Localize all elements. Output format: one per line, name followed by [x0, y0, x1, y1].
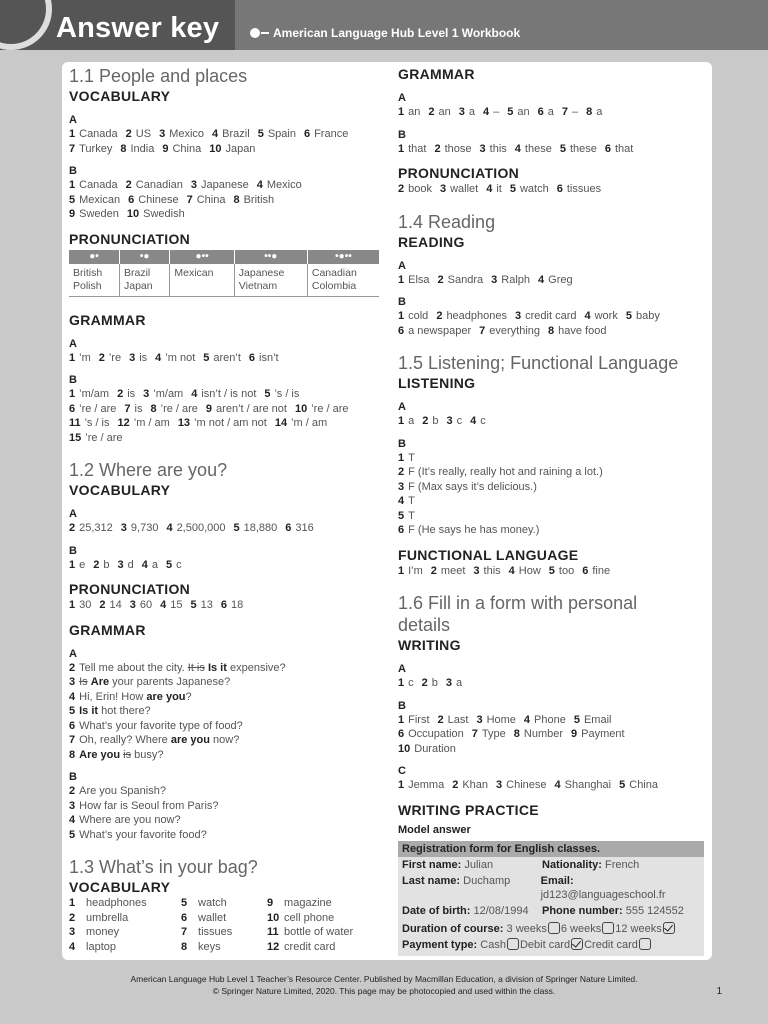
- section-title: 1.2 Where are you?: [69, 460, 228, 480]
- answer-item: 5 13: [190, 599, 213, 611]
- answer-lines: [69, 127, 379, 156]
- answer-item: 3 a: [445, 677, 463, 689]
- answer-item: 5 China: [619, 779, 658, 791]
- answer-line: [69, 416, 379, 431]
- answer-line: 6 What’s your favorite type of food?: [69, 719, 243, 732]
- stress-pattern-icon: ●••: [170, 250, 234, 264]
- answer-line: 2 Are you Spanish?: [69, 785, 166, 797]
- exercise-letter: B: [69, 374, 77, 386]
- answer-lines: [69, 598, 379, 613]
- answer-line: [398, 778, 708, 793]
- answer-line: [398, 465, 708, 480]
- answer-item: 1 that: [398, 142, 427, 155]
- answer-item: 3 this: [473, 564, 501, 577]
- answer-item: 3 wallet: [439, 183, 479, 195]
- answer-item: 6 a newspaper: [398, 324, 472, 337]
- answer-item: 4 Mexico: [256, 179, 302, 191]
- answer-item: 4 T: [398, 495, 415, 507]
- answer-item: 7 Type: [471, 728, 506, 740]
- answer-item: 3 c: [446, 415, 463, 427]
- answer-line: [69, 127, 379, 142]
- answer-item: 5 T: [398, 509, 415, 522]
- answer-item: 13 ’m not / am not: [177, 417, 267, 429]
- answer-item: 3 9,730: [120, 522, 159, 534]
- answer-item: 5 an: [507, 106, 530, 118]
- answer-item: 1 Canada: [69, 128, 118, 140]
- section-title: 1.4 Reading: [398, 211, 496, 232]
- answer-item: 8 Number: [513, 728, 564, 740]
- answer-item: 12 ’m / am: [117, 417, 170, 429]
- answer-line: [69, 387, 379, 402]
- answer-lines: [398, 564, 708, 579]
- answer-lines: [398, 451, 708, 538]
- answer-line: [398, 480, 708, 495]
- answer-item: 9 Sweden: [69, 208, 119, 220]
- exercise-letter: B: [398, 699, 406, 712]
- answer-item: 11 ’s / is: [69, 417, 110, 429]
- answer-item: 9 Payment: [571, 728, 625, 740]
- section-title: 1.1 People and places: [69, 66, 248, 86]
- answer-item: 4 these: [514, 142, 552, 155]
- answer-line: 7 Oh, really? Where are you now?: [69, 734, 240, 746]
- answer-lines: [398, 182, 708, 197]
- answer-item: 1 Canada: [69, 179, 118, 191]
- answer-line: [398, 309, 708, 324]
- answer-item: 2 Khan: [452, 779, 489, 791]
- vocab-item: 8 keys: [181, 940, 221, 953]
- answer-line: [398, 727, 708, 742]
- header-arc-decoration: [0, 0, 52, 50]
- answer-item: 9 aren’t / are not: [205, 402, 287, 415]
- answer-item: 10 Duration: [398, 742, 456, 755]
- answer-lines: [398, 105, 708, 120]
- answer-lines: [69, 521, 379, 536]
- answer-item: 1 ’m/am: [69, 388, 110, 400]
- answer-lines: [69, 387, 379, 445]
- answer-lines: [398, 414, 708, 429]
- exercise-letter: A: [398, 92, 406, 104]
- section-title: 1.5 Listening; Functional Language: [398, 353, 679, 373]
- left-column: [69, 65, 379, 954]
- answer-item: 1 I’m: [398, 564, 423, 577]
- vocab-item: 12 credit card: [267, 940, 336, 953]
- answer-item: 2 25,312: [69, 522, 113, 534]
- answer-item: 6 F (He says he has money.): [398, 524, 540, 536]
- form-title: Registration form for English classes.: [398, 841, 704, 857]
- answer-item: 1 an: [398, 106, 421, 118]
- answer-item: 2 b: [422, 415, 439, 427]
- answer-item: 6 tissues: [556, 183, 602, 195]
- subsection-title: PRONUNCIATION: [69, 230, 191, 247]
- answer-item: 2 b: [421, 677, 438, 689]
- subsection-title: READING: [398, 233, 465, 250]
- vocab-item: 11 bottle of water: [267, 926, 354, 938]
- answer-item: 3 credit card: [515, 310, 577, 322]
- answer-item: 4 Phone: [523, 713, 566, 726]
- answer-item: 2 ’re: [98, 351, 122, 364]
- answer-item: 3 ’m/am: [143, 388, 184, 400]
- vocab-item: 7 tissues: [181, 926, 233, 938]
- answer-item: 5 ’s / is: [264, 388, 300, 400]
- vocab-item: 3 money: [69, 926, 120, 938]
- form-row: Date of birth: 12/08/1994 Phone number: 555 124552: [402, 904, 684, 917]
- checkbox-icon: [602, 922, 614, 934]
- answer-item: 8 India: [120, 142, 155, 155]
- answer-line: [69, 351, 379, 366]
- table-cell: Canadian Colombia: [307, 264, 379, 297]
- answer-item: 2 those: [434, 142, 472, 155]
- answer-line: [398, 523, 708, 538]
- answer-item: 7 –: [561, 106, 579, 118]
- answer-lines: [398, 309, 708, 338]
- exercise-letter: B: [69, 165, 77, 177]
- answer-lines: [69, 351, 379, 366]
- answer-item: 5 too: [548, 564, 575, 577]
- model-answer-label: Model answer: [398, 823, 471, 836]
- exercise-letter: A: [69, 508, 77, 520]
- answer-item: 4 work: [584, 310, 618, 322]
- answer-item: 2 book: [398, 183, 432, 195]
- answer-item: 2 is: [117, 388, 136, 400]
- subsection-title: VOCABULARY: [69, 879, 171, 895]
- exercise-letter: A: [398, 401, 406, 413]
- answer-line: [398, 742, 708, 757]
- subsection-title: FUNCTIONAL LANGUAGE: [398, 546, 579, 563]
- registration-form: [398, 841, 704, 956]
- answer-line: 2 Tell me about the city. It is Is it expensive?: [69, 661, 286, 674]
- answer-item: 2 F (It’s really, really hot and raining a lot.): [398, 466, 603, 478]
- answer-line: [69, 142, 379, 157]
- exercise-letter: A: [398, 663, 406, 675]
- answer-item: 14 ’m / am: [274, 417, 328, 429]
- footer-line: American Language Hub Level 1 Teacher’s Resource Center. Published by Macmillan Education, a division of Springer Nature Limited.: [130, 974, 638, 984]
- answer-line: [69, 402, 379, 417]
- answer-item: 1 T: [398, 451, 415, 464]
- answer-item: 8 British: [233, 193, 275, 206]
- answer-item: 6 France: [303, 128, 349, 140]
- answer-lines: [398, 713, 708, 757]
- answer-item: 1 Jemma: [398, 779, 445, 791]
- answer-sheet: [62, 62, 712, 960]
- answer-line: [398, 451, 708, 466]
- stress-pattern-icon: ●•: [69, 250, 119, 264]
- answer-item: 6 Occupation: [398, 728, 464, 740]
- answer-item: 4 Shanghai: [554, 779, 612, 791]
- answer-item: 7 China: [186, 193, 226, 206]
- answer-lines: [69, 558, 379, 573]
- answer-line: [398, 414, 708, 429]
- answer-line: [398, 676, 708, 691]
- form-row: Last name: Duchamp Email: jd123@languageschool.fr: [402, 874, 666, 901]
- answer-item: 7 everything: [479, 324, 541, 337]
- answer-item: 4 a: [141, 558, 158, 571]
- answer-line: [69, 558, 379, 573]
- answer-item: 15 ’re / are: [69, 431, 123, 444]
- answer-item: 4 Brazil: [212, 128, 250, 140]
- checked-checkbox-icon: [571, 938, 583, 950]
- answer-item: 2 an: [428, 106, 451, 118]
- answer-item: 6 316: [285, 522, 314, 534]
- form-row: Duration of course: 3 weeks 6 weeks 12 weeks: [398, 919, 704, 937]
- answer-line: [398, 273, 708, 288]
- stress-pattern-icon: •●••: [307, 250, 379, 264]
- answer-item: 4 2,500,000: [166, 522, 226, 534]
- right-column: [398, 65, 708, 956]
- answer-line: 3 Is Are your parents Japanese?: [69, 676, 231, 688]
- answer-item: 6 isn’t: [248, 351, 279, 364]
- answer-item: 6 18: [220, 599, 244, 611]
- answer-item: 3 Chinese: [496, 779, 547, 791]
- section-title: 1.6 Fill in a form with personal: [398, 593, 638, 613]
- answer-item: 5 baby: [625, 310, 660, 322]
- answer-item: 4 Greg: [538, 273, 573, 286]
- answer-line: [69, 521, 379, 536]
- answer-item: 3 Home: [476, 713, 516, 726]
- answer-item: 7 Turkey: [69, 142, 113, 155]
- subsection-title: VOCABULARY: [69, 482, 171, 498]
- answer-item: 3 F (Max says it’s delicious.): [398, 480, 537, 493]
- answer-item: 2 Last: [437, 713, 469, 726]
- checkbox-icon: [548, 922, 560, 934]
- answer-line: 3 How far is Seoul from Paris?: [69, 799, 219, 812]
- answer-line: [398, 713, 708, 728]
- answer-line: 4 Hi, Erin! How are you?: [69, 690, 192, 703]
- answer-item: 8 have food: [548, 324, 607, 337]
- dot-icon: [250, 28, 260, 38]
- exercise-letter: A: [398, 259, 406, 272]
- stress-pattern-icon: ••●: [234, 250, 307, 264]
- answer-item: 4 How: [508, 564, 541, 577]
- page-footer: [0, 973, 768, 997]
- vocab-item: 5 watch: [181, 897, 227, 909]
- exercise-letter: B: [398, 128, 406, 141]
- answer-item: 5 aren’t: [203, 351, 241, 364]
- answer-item: 1 a: [398, 415, 415, 427]
- page-title: Answer key: [56, 12, 220, 44]
- answer-item: 5 Spain: [257, 128, 296, 140]
- vocab-item: 4 laptop: [69, 940, 117, 953]
- answer-item: 2 Canadian: [125, 179, 183, 191]
- exercise-letter: C: [398, 765, 406, 777]
- answer-item: 4 isn’t / is not: [191, 388, 257, 400]
- answer-lines: [398, 676, 708, 691]
- answer-item: 6 fine: [582, 564, 611, 577]
- answer-item: 8 ’re / are: [150, 402, 198, 415]
- table-cell: Mexican: [170, 264, 234, 297]
- answer-line: [398, 564, 708, 579]
- table-cell: Japanese Vietnam: [234, 264, 307, 297]
- answer-item: 7 is: [124, 402, 143, 415]
- answer-item: 1 cold: [398, 310, 429, 322]
- exercise-letter: A: [69, 114, 77, 126]
- answer-line: [398, 324, 708, 339]
- answer-item: 6 Chinese: [128, 193, 179, 206]
- answer-lines: [69, 178, 379, 222]
- answer-item: 9 China: [162, 142, 202, 155]
- table-row: [69, 264, 379, 297]
- answer-item: 2 headphones: [436, 310, 507, 322]
- answer-line: [69, 193, 379, 208]
- answer-item: 10 Japan: [209, 142, 256, 155]
- exercise-letter: A: [69, 337, 77, 350]
- subsection-title: PRONUNCIATION: [398, 165, 520, 181]
- answer-item: 6 a: [537, 106, 554, 118]
- page-header: [0, 0, 768, 50]
- answer-item: 6 that: [604, 142, 634, 155]
- answer-item: 1 ’m: [69, 351, 91, 364]
- answer-item: 10 ’re / are: [294, 402, 349, 415]
- footer-line: © Springer Nature Limited, 2020. This page may be photocopied and used within the class.: [212, 986, 556, 996]
- stress-pattern-row: [69, 250, 379, 264]
- answer-line: 8 Are you is busy?: [69, 748, 164, 761]
- section-title: 1.3 What’s in your bag?: [69, 857, 258, 877]
- exercise-letter: B: [69, 544, 77, 557]
- answer-line: 5 What’s your favorite food?: [69, 828, 207, 841]
- answer-item: 5 Email: [573, 713, 612, 726]
- answer-lines: [398, 273, 708, 288]
- subsection-title: WRITING: [398, 637, 461, 653]
- answer-item: 3 Ralph: [491, 273, 531, 286]
- subsection-title: GRAMMAR: [69, 621, 146, 638]
- stress-pattern-icon: •●: [119, 250, 169, 264]
- answer-item: 5 18,880: [233, 522, 278, 534]
- answer-line: [398, 509, 708, 524]
- answer-line: [69, 207, 379, 222]
- subsection-title: WRITING PRACTICE: [398, 801, 539, 818]
- answer-line: [69, 598, 379, 613]
- answer-line: [398, 494, 708, 509]
- answer-item: 3 is: [129, 351, 148, 364]
- answer-item: 1 Elsa: [398, 273, 430, 286]
- subsection-title: PRONUNCIATION: [69, 581, 191, 597]
- answer-item: 1 30: [69, 599, 92, 611]
- answer-item: 3 60: [129, 599, 153, 611]
- answer-item: 3 this: [479, 142, 507, 155]
- answer-line: [398, 105, 708, 120]
- subsection-title: LISTENING: [398, 375, 476, 391]
- checkbox-icon: [639, 938, 651, 950]
- answer-item: 3 d: [117, 558, 134, 571]
- answer-item: 10 Swedish: [126, 208, 185, 220]
- exercise-letter: B: [398, 296, 406, 308]
- answer-item: 5 watch: [509, 183, 549, 195]
- vocabulary-grid: [69, 896, 379, 954]
- answer-item: 2 14: [99, 599, 122, 611]
- answer-item: 2 US: [125, 128, 152, 140]
- answer-item: 1 First: [398, 713, 430, 726]
- answer-item: 3 Japanese: [190, 179, 249, 191]
- answer-item: 5 these: [559, 142, 597, 155]
- subsection-title: GRAMMAR: [398, 66, 475, 82]
- table-cell: Brazil Japan: [119, 264, 169, 297]
- subsection-title: VOCABULARY: [69, 88, 171, 104]
- form-row: First name: Julian Nationality: French: [402, 858, 640, 871]
- answer-item: 3 Mexico: [159, 128, 205, 140]
- answer-item: 4 15: [160, 599, 183, 611]
- answer-lines: [398, 778, 708, 793]
- vocab-item: 10 cell phone: [267, 911, 335, 924]
- answer-item: 4 it: [486, 183, 502, 195]
- pronunciation-table: [69, 250, 379, 297]
- answer-item: 1 e: [69, 558, 86, 571]
- answer-item: 4 –: [483, 106, 500, 118]
- answer-item: 6 ’re / are: [69, 402, 117, 415]
- answer-item: 1 c: [398, 677, 414, 689]
- dash-icon: [261, 32, 269, 34]
- answer-lines: [69, 784, 379, 842]
- answer-item: 2 Sandra: [437, 273, 484, 286]
- checkbox-icon: [507, 938, 519, 950]
- subsection-title: GRAMMAR: [69, 311, 146, 328]
- exercise-letter: B: [398, 437, 406, 450]
- answer-item: 5 Mexican: [69, 193, 121, 206]
- answer-line: 5 Is it hot there?: [69, 705, 151, 717]
- answer-lines: [398, 142, 708, 157]
- vocab-item: 2 umbrella: [69, 911, 129, 924]
- exercise-letter: B: [69, 771, 77, 783]
- answer-item: 2 meet: [430, 564, 466, 577]
- answer-item: 3 a: [458, 106, 475, 118]
- answer-item: 4 ’m not: [155, 351, 196, 364]
- answer-line: [398, 182, 708, 197]
- header-title-block: [0, 0, 235, 50]
- header-subtitle-text: American Language Hub Level 1 Workbook: [273, 26, 521, 40]
- exercise-letter: A: [69, 647, 77, 660]
- section-title-continued: details: [398, 615, 451, 635]
- answer-item: 5 c: [166, 558, 182, 571]
- answer-item: 2 b: [93, 558, 110, 571]
- answer-line: [69, 431, 379, 446]
- vocab-item: 1 headphones: [69, 897, 147, 909]
- vocab-item: 6 wallet: [181, 911, 227, 924]
- vocab-item: 9 magazine: [267, 897, 332, 909]
- form-row: Payment type: Cash Debit card Credit card: [398, 937, 704, 956]
- header-subtitle: [250, 26, 520, 40]
- answer-item: 8 a: [586, 106, 603, 118]
- answer-line: [69, 178, 379, 193]
- table-cell: British Polish: [69, 264, 119, 297]
- answer-line: 4 Where are you now?: [69, 814, 181, 826]
- answer-item: 4 c: [470, 415, 486, 427]
- page-number: 1: [716, 986, 722, 997]
- checked-checkbox-icon: [663, 922, 675, 934]
- answer-line: [398, 142, 708, 157]
